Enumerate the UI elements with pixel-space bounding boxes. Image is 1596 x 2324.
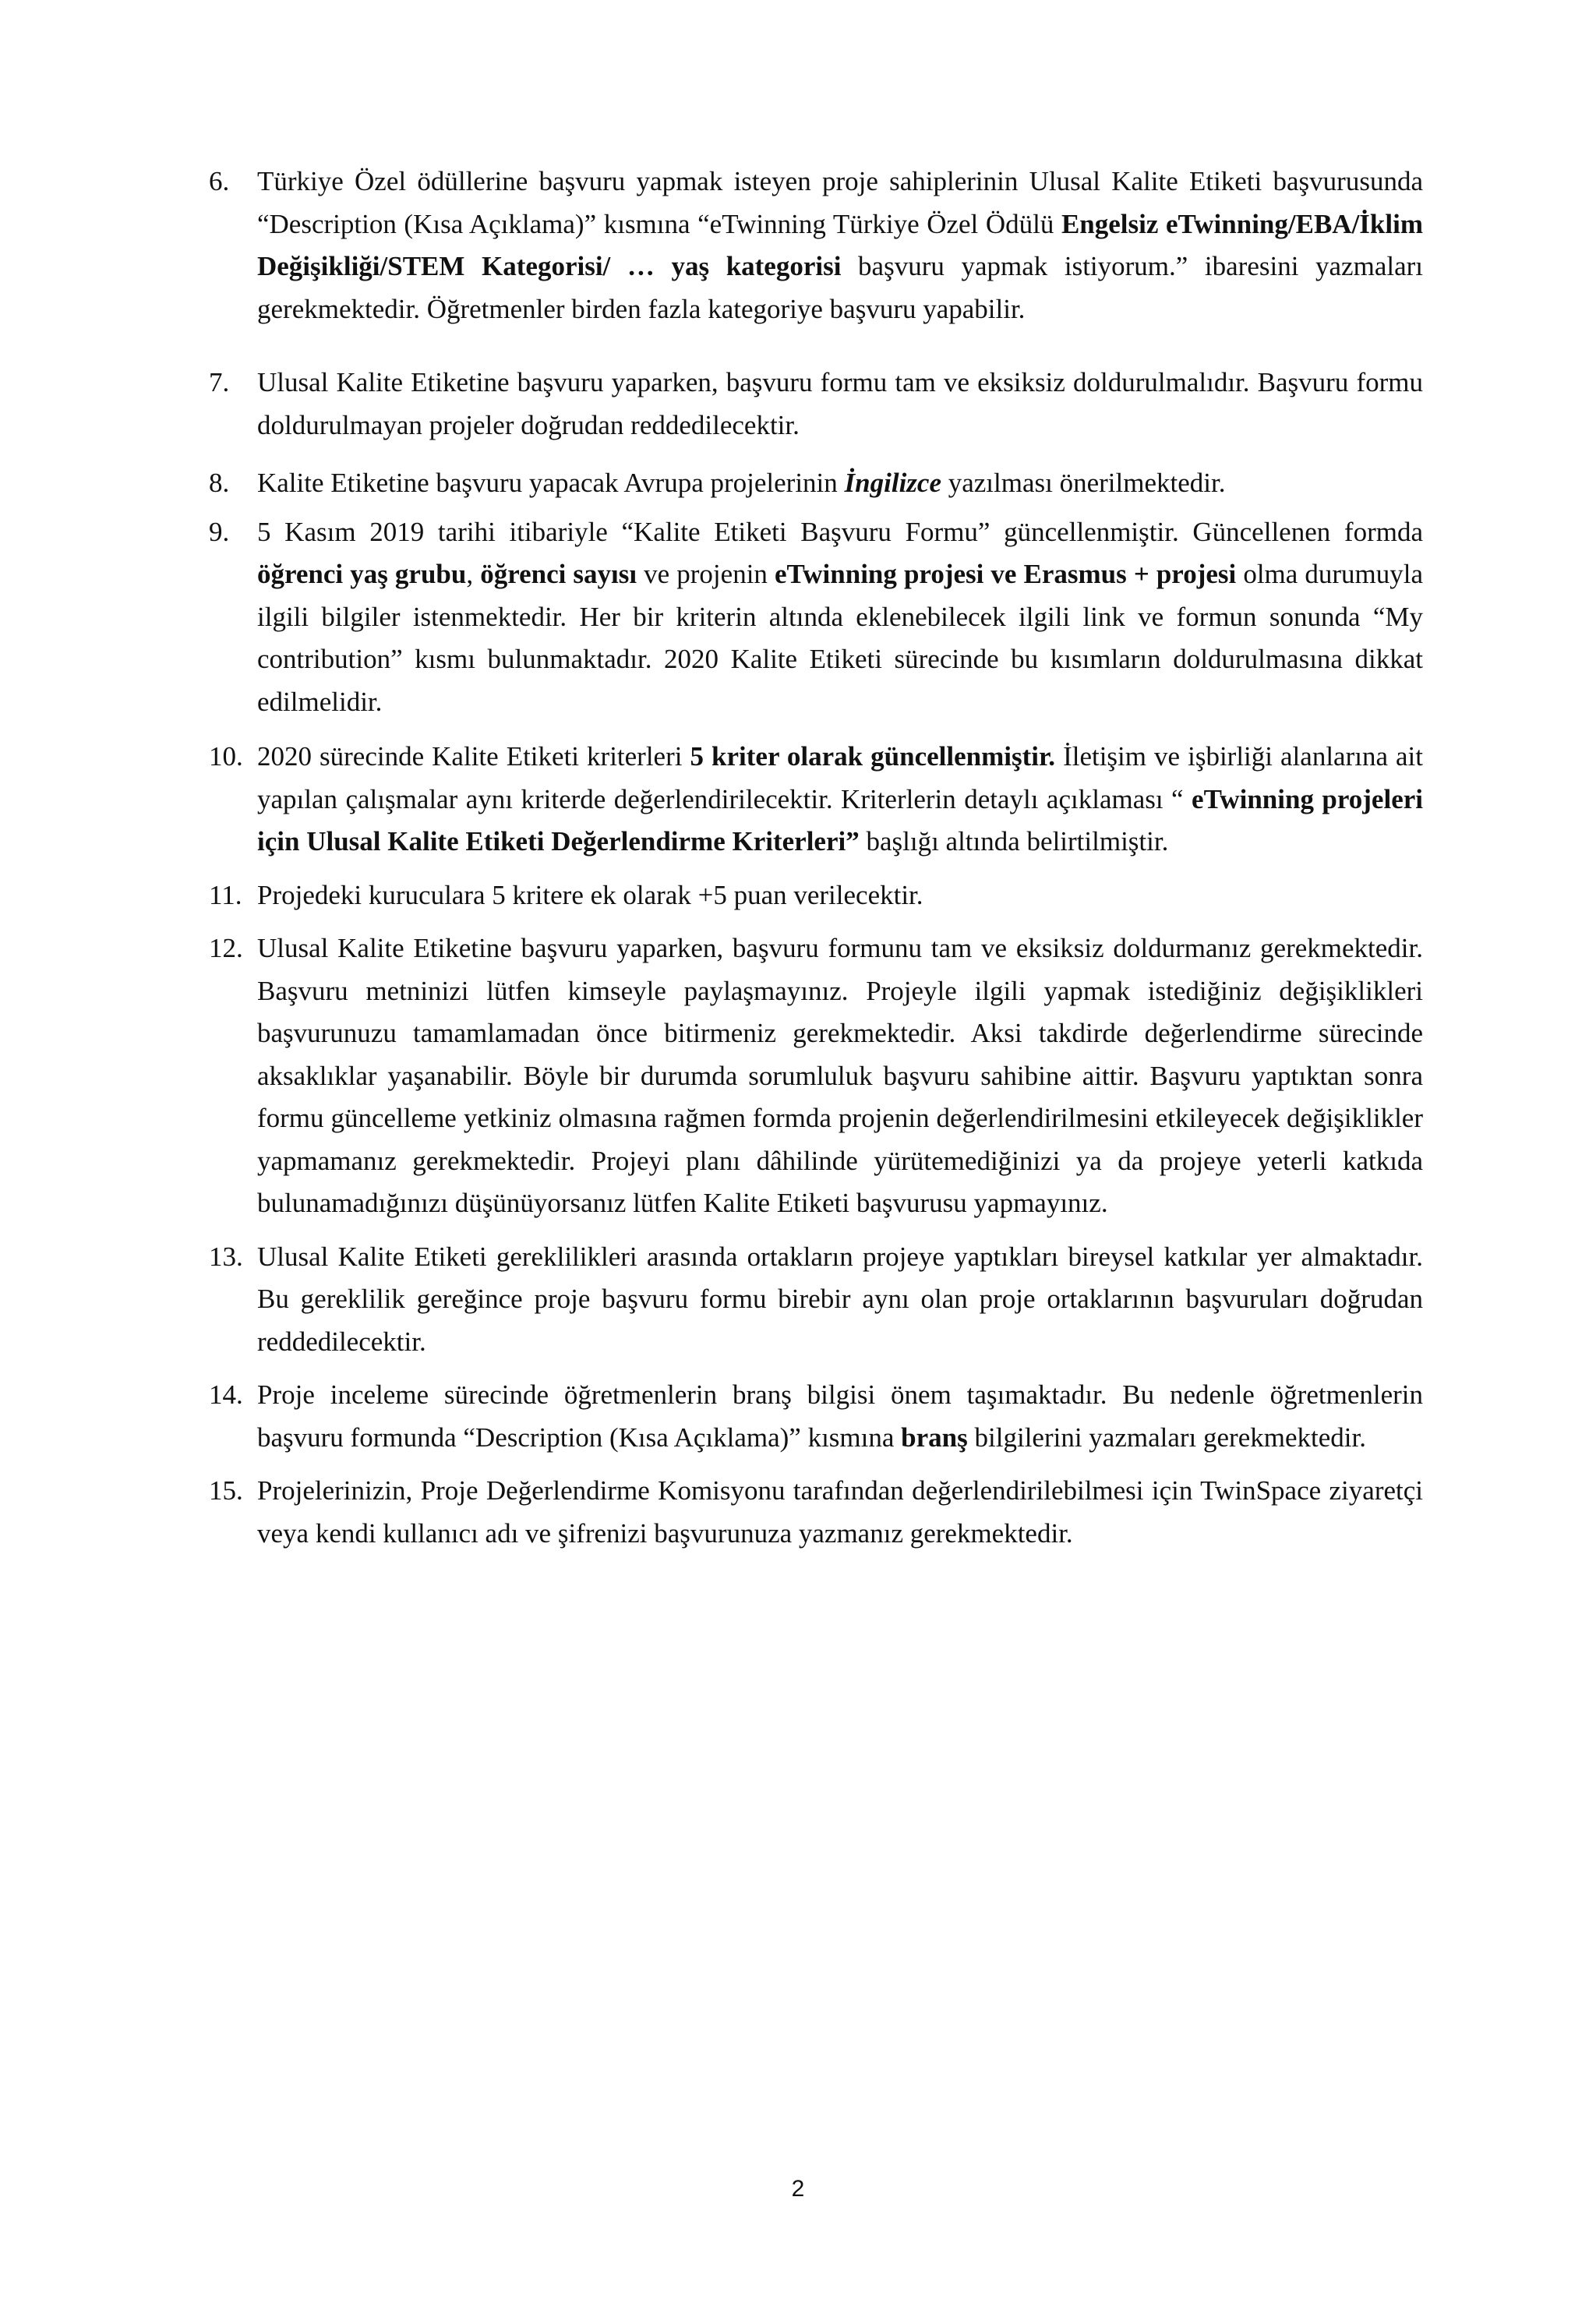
list-item <box>209 927 1423 1225</box>
list-item <box>209 462 1423 505</box>
list-item <box>209 874 1423 917</box>
list-item <box>209 1374 1423 1459</box>
list-item <box>209 1470 1423 1555</box>
item-text: Ulusal Kalite Etiketine başvuru yaparken, başvuru formu tam ve eksiksiz doldurulmalıdır. Başvuru formu doldurulmayan projeler doğrudan reddedilecektir. <box>257 367 1423 440</box>
item-text: Projedeki kuruculara 5 kritere ek olarak +5 puan verilecektir. <box>257 879 923 910</box>
list-item <box>209 1236 1423 1364</box>
item-number: 14. <box>209 1379 243 1410</box>
item-text: 5 Kasım 2019 tarihi itibariyle “Kalite Etiketi Başvuru Formu” güncellenmiştir. Güncellenen formda öğrenci yaş grubu, öğrenci sayısı ve projenin eTwinning projesi ve Erasmus + projesi olma durumuyla ilgili bilgiler istenmektedir. Her bir kriterin altında eklenebilecek ilgili link ve formun sonunda “My contribution” kısmı bulunmaktadır. 2020 Kalite Etiketi sürecinde bu kısımların doldurulmasına dikkat edilmelidir. <box>257 516 1424 717</box>
item-number: 11. <box>209 879 242 910</box>
item-number: 12. <box>209 933 243 963</box>
list-item <box>209 511 1423 724</box>
item-text: Projelerinizin, Proje Değerlendirme Komisyonu tarafından değerlendirilebilmesi için TwinSpace ziyaretçi veya kendi kullanıcı adı ve şifrenizi başvurunuza yazmanız gerekmektedir. <box>257 1475 1423 1549</box>
item-number: 13. <box>209 1241 243 1272</box>
item-number: 6. <box>209 166 230 196</box>
list-item <box>209 161 1423 330</box>
item-text: Ulusal Kalite Etiketine başvuru yaparken, başvuru formunu tam ve eksiksiz doldurmanız gerekmektedir. Başvuru metninizi lütfen kimseyle paylaşmayınız. Projeyle ilgili yapmak istediğiniz değişiklikleri başvurunuzu tamamlamadan önce bitirmeniz gerekmektedir. Aksi takdirde değerlendirme sürecinde aksaklıklar yaşanabilir. Böyle bir durumda sorumluluk başvuru sahibine aittir. Başvuru yaptıktan sonra formu güncelleme yetkiniz olmasına rağmen formda projenin değerlendirilmesini etkileyecek değişiklikler yapmamanız gerekmektedir. Projeyi planı dâhilinde yürütemediğinizi ya da projeye yeterli katkıda bulunamadığınızı düşünüyorsanız lütfen Kalite Etiketi başvurusu yapmayınız. <box>257 933 1423 1218</box>
requirements-list <box>209 161 1423 1555</box>
item-number: 15. <box>209 1475 243 1506</box>
item-text: 2020 sürecinde Kalite Etiketi kriterleri 5 kriter olarak güncellenmiştir. İletişim ve işbirliği alanlarına ait yapılan çalışmalar aynı kriterde değerlendirilecektir. Kriterlerin detaylı açıklaması “ eTwinning projeleri için Ulusal Kalite Etiketi Değerlendirme Kriterleri” başlığı altında belirtilmiştir. <box>257 741 1423 856</box>
item-text: Türkiye Özel ödüllerine başvuru yapmak isteyen proje sahiplerinin Ulusal Kalite Etiketi başvurusunda “Description (Kısa Açıklama)” kısmına “eTwinning Türkiye Özel Ödülü Engelsiz eTwinning/EBA/İklim Değişikliği/STEM Kategorisi/ … yaş kategorisi başvuru yapmak istiyorum.” ibaresini yazmaları gerekmektedir. Öğretmenler birden fazla kategoriye başvuru yapabilir. <box>257 166 1423 324</box>
list-item <box>209 362 1423 447</box>
page-number: 2 <box>791 2176 805 2202</box>
item-number: 8. <box>209 468 230 498</box>
item-text: Kalite Etiketine başvuru yapacak Avrupa projelerinin İngilizce yazılması önerilmektedir. <box>257 468 1226 498</box>
item-number: 9. <box>209 516 230 547</box>
item-number: 7. <box>209 367 230 397</box>
item-number: 10. <box>209 741 243 772</box>
list-item <box>209 736 1423 864</box>
item-text: Ulusal Kalite Etiketi gereklilikleri arasında ortakların projeye yaptıkları bireysel katkılar yer almaktadır. Bu gereklilik gereğince proje başvuru formu birebir aynı olan proje ortaklarının başvuruları doğrudan reddedilecektir. <box>257 1241 1423 1357</box>
item-text: Proje inceleme sürecinde öğretmenlerin branş bilgisi önem taşımaktadır. Bu nedenle öğretmenlerin başvuru formunda “Description (Kısa Açıklama)” kısmına branş bilgilerini yazmaları gerekmektedir. <box>257 1379 1423 1453</box>
